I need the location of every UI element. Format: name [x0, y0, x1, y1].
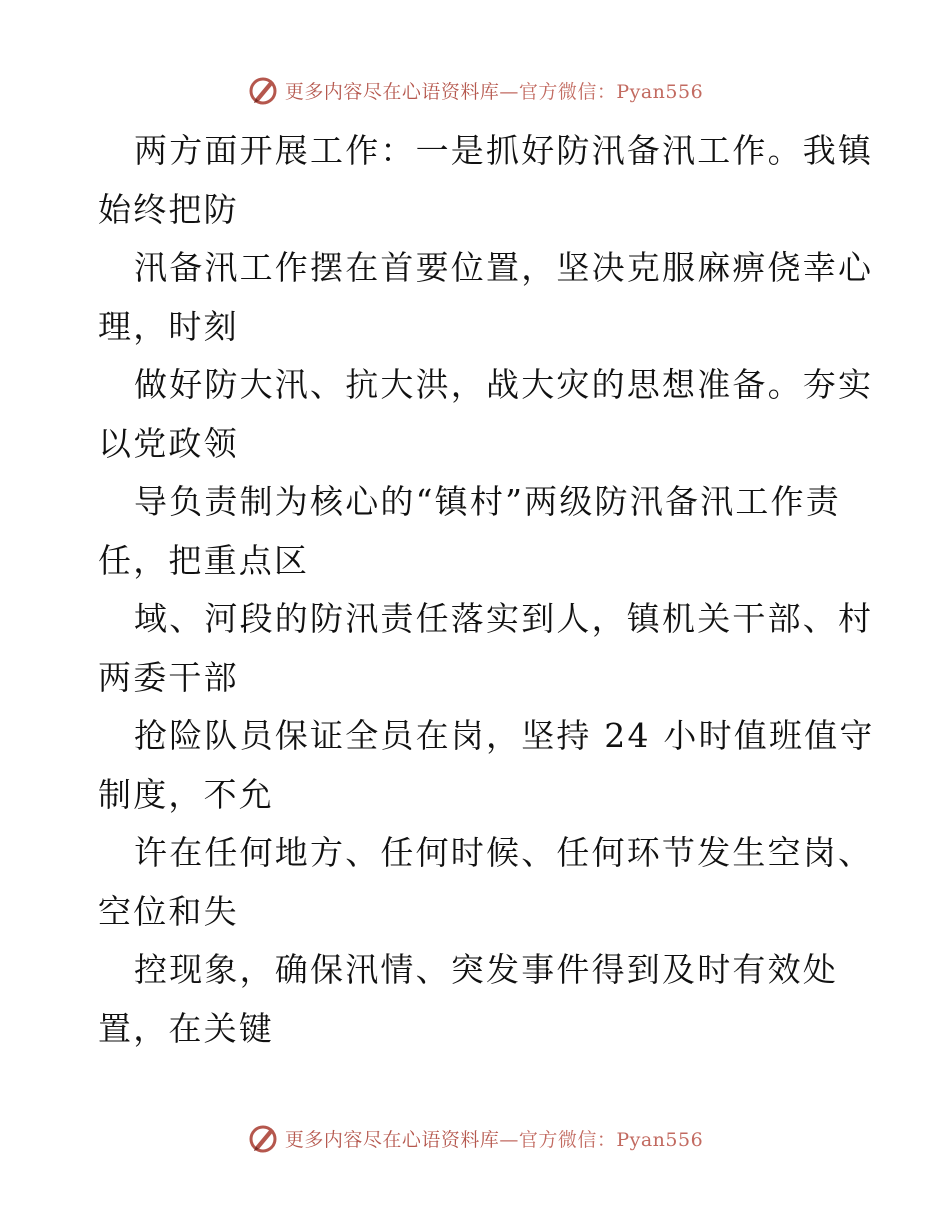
- paragraph-line: 汛备汛工作摆在首要位置，坚决克服麻痹侥幸心: [134, 248, 874, 287]
- pen-logo-icon: [247, 1122, 279, 1154]
- paragraph-line: 置，在关键: [98, 1008, 274, 1048]
- paragraph-line: 控现象，确保汛情、突发事件得到及时有效处: [134, 950, 838, 989]
- paragraph-line: 制度，不允: [98, 774, 274, 814]
- footer-banner-contact: —官方微信：Pyan556: [499, 1128, 704, 1151]
- paragraph-line: 两方面开展工作：一是抓好防汛备汛工作。我镇: [134, 131, 874, 170]
- paragraph-line: 理，时刻: [98, 306, 239, 346]
- paragraph-line: 做好防大汛、抗大洪，战大灾的思想准备。夯实: [134, 365, 874, 404]
- paragraph-line: 任，把重点区: [98, 540, 310, 580]
- pen-logo-icon: [247, 74, 279, 106]
- header-banner-title: 更多内容尽在心语资料库: [284, 80, 500, 103]
- paragraph-line: 域、河段的防汛责任落实到人，镇机关干部、村: [134, 599, 874, 638]
- header-banner-contact: —官方微信：Pyan556: [499, 80, 704, 103]
- footer-watermark: [0, 1118, 950, 1158]
- header-watermark: [0, 70, 950, 110]
- footer-banner-title: 更多内容尽在心语资料库: [284, 1128, 500, 1151]
- paragraph-line: 两委干部: [98, 657, 239, 697]
- document-body: [98, 122, 875, 1058]
- paragraph-line: 空位和失: [98, 891, 239, 931]
- paragraph-line: 抢险队员保证全员在岗，坚持 24 小时值班值守: [134, 716, 875, 755]
- paragraph-line: 以党政领: [98, 423, 239, 463]
- paragraph-line: 许在任何地方、任何时候、任何环节发生空岗、: [134, 833, 874, 872]
- paragraph-line: 始终把防: [98, 189, 239, 229]
- paragraph-line: 导负责制为核心的“镇村”两级防汛备汛工作责: [134, 482, 841, 521]
